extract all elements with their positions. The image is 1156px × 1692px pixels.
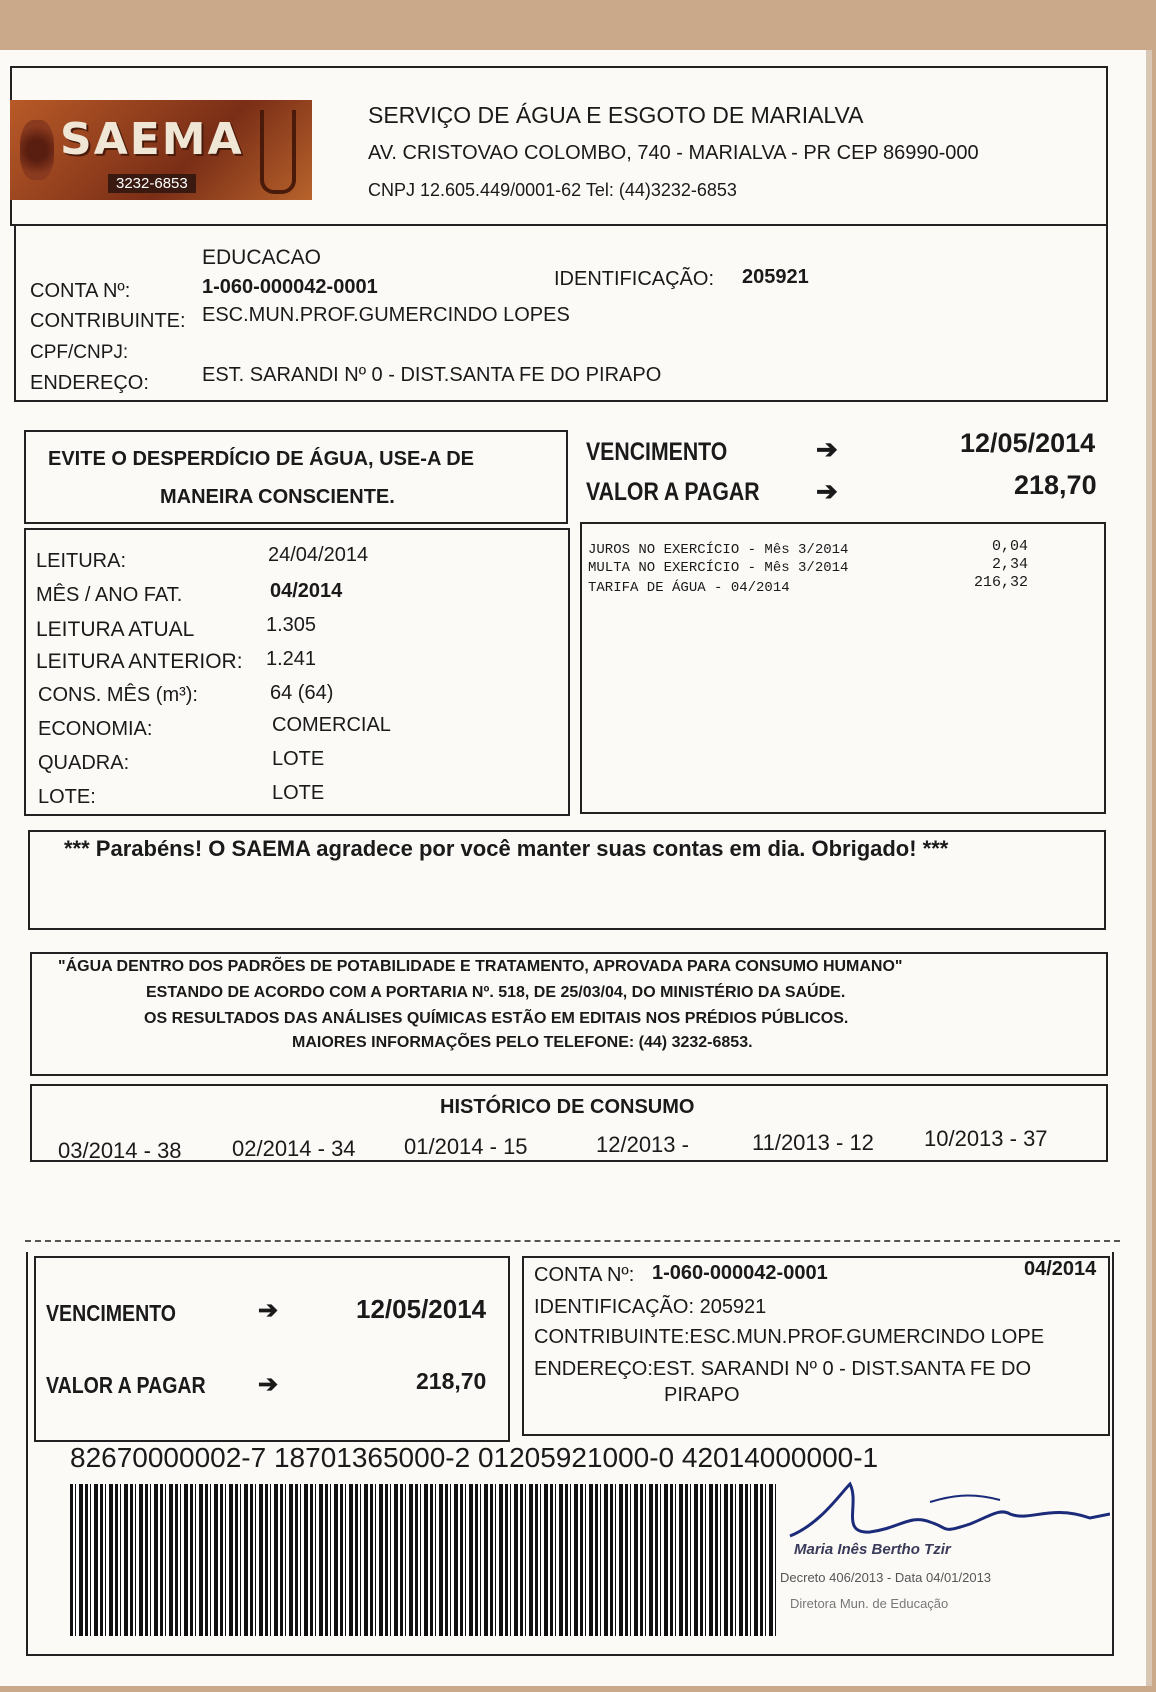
quadra-value: LOTE — [272, 748, 325, 770]
lote-value: LOTE — [272, 782, 325, 804]
cut-line — [25, 1240, 1120, 1242]
company-name: SERVIÇO DE ÁGUA E ESGOTO DE MARIALVA — [368, 102, 864, 128]
history-item: 01/2014 - 15 — [404, 1134, 528, 1159]
economia-value: COMERCIAL — [272, 714, 391, 736]
leitura-label: LEITURA: — [36, 550, 127, 572]
stub-endereco-line2: PIRAPO — [664, 1384, 740, 1406]
valor-label: VALOR A PAGAR — [586, 478, 760, 506]
leitura-value: 24/04/2014 — [268, 544, 369, 566]
company-address: AV. CRISTOVAO COLOMBO, 740 - MARIALVA - PR CEP 86990-000 — [368, 142, 979, 164]
endereco-value: EST. SARANDI Nº 0 - DIST.SANTA FE DO PIRAPO — [202, 364, 662, 386]
logo-wordmark: SAEMA — [60, 114, 244, 165]
vencimento-arrow-icon: ➔ — [816, 434, 838, 464]
valor-value: 218,70 — [1014, 470, 1097, 500]
mes-ano-value: 04/2014 — [270, 580, 343, 602]
consumo-label: CONS. MÊS (m³): — [38, 684, 198, 706]
charge-desc: JUROS NO EXERCÍCIO - Mês 3/2014 — [588, 542, 849, 558]
contribuinte-label: CONTRIBUINTE: — [30, 310, 186, 332]
thanks-message: *** Parabéns! O SAEMA agradece por você manter suas contas em dia. Obrigado! *** — [64, 836, 949, 861]
stub-vencimento-value: 12/05/2014 — [356, 1294, 487, 1324]
company-cnpj: CNPJ 12.605.449/0001-62 Tel: (44)3232-6853 — [368, 180, 737, 200]
stub-vencimento-label: VENCIMENTO — [46, 1300, 176, 1326]
history-item: 02/2014 - 34 — [232, 1136, 356, 1161]
stamp-line3: Diretora Mun. de Educação — [790, 1596, 949, 1611]
vencimento-value: 12/05/2014 — [960, 428, 1096, 458]
leitura-anterior-label: LEITURA ANTERIOR: — [36, 650, 243, 673]
stub-conta-label: CONTA Nº: — [534, 1264, 635, 1286]
cpf-label: CPF/CNPJ: — [30, 342, 129, 363]
quality-line4: MAIORES INFORMAÇÕES PELO TELEFONE: (44) 3232-6853. — [292, 1034, 753, 1051]
history-item: 03/2014 - 38 — [58, 1138, 182, 1163]
identificacao-value: 205921 — [742, 266, 809, 288]
endereco-label: ENDEREÇO: — [30, 372, 149, 394]
wine-glass-icon — [260, 110, 296, 194]
charge-value: 2,34 — [992, 556, 1029, 573]
leitura-atual-value: 1.305 — [266, 614, 317, 636]
stub-conta-value: 1-060-000042-0001 — [652, 1262, 828, 1284]
charge-value: 0,04 — [992, 538, 1029, 555]
contribuinte-value: ESC.MUN.PROF.GUMERCINDO LOPES — [202, 304, 570, 326]
notice-line2: MANEIRA CONSCIENTE. — [160, 486, 395, 508]
consumo-value: 64 (64) — [270, 682, 334, 704]
leitura-anterior-value: 1.241 — [266, 648, 317, 670]
quality-line2: ESTANDO DE ACORDO COM A PORTARIA Nº. 518, DE 25/03/04, DO MINISTÉRIO DA SAÚDE. — [146, 984, 846, 1001]
history-item: 12/2013 - — [596, 1132, 689, 1157]
notice-box — [24, 430, 568, 524]
quality-line1: "ÁGUA DENTRO DOS PADRÕES DE POTABILIDADE E TRATAMENTO, APROVADA PARA CONSUMO HUMANO" — [58, 958, 903, 975]
customer-category: EDUCACAO — [202, 246, 322, 269]
stamp-line2: Decreto 406/2013 - Data 04/01/2013 — [780, 1570, 992, 1585]
economia-label: ECONOMIA: — [38, 718, 153, 740]
stub-periodo: 04/2014 — [1024, 1258, 1097, 1280]
identificacao-label: IDENTIFICAÇÃO: — [554, 268, 715, 290]
stub-valor-label: VALOR A PAGAR — [46, 1372, 206, 1398]
valor-arrow-icon: ➔ — [816, 476, 838, 506]
notice-line1: EVITE O DESPERDÍCIO DE ÁGUA, USE-A DE — [48, 448, 474, 470]
stub-identificacao: IDENTIFICAÇÃO: 205921 — [534, 1296, 767, 1318]
quality-line3: OS RESULTADOS DAS ANÁLISES QUÍMICAS ESTÃO EM EDITAIS NOS PRÉDIOS PÚBLICOS. — [144, 1010, 849, 1027]
saema-logo — [10, 100, 312, 200]
stub-valor-arrow-icon: ➔ — [258, 1371, 279, 1398]
history-title: HISTÓRICO DE CONSUMO — [440, 1096, 695, 1118]
lote-label: LOTE: — [38, 786, 96, 808]
conta-label: CONTA Nº: — [30, 280, 131, 302]
history-item: 10/2013 - 37 — [924, 1126, 1048, 1151]
charge-desc: TARIFA DE ÁGUA - 04/2014 — [588, 580, 790, 596]
outer-frame — [26, 1252, 1114, 1656]
barcode-number: 82670000002-7 18701365000-2 01205921000-0 42014000000-1 — [70, 1442, 879, 1473]
charge-value: 216,32 — [974, 574, 1029, 591]
stub-endereco-line1: ENDEREÇO:EST. SARANDI Nº 0 - DIST.SANTA FE DO — [534, 1358, 1032, 1380]
quadra-label: QUADRA: — [38, 752, 130, 774]
logo-phone: 3232-6853 — [108, 174, 196, 193]
stub-vencimento-arrow-icon: ➔ — [258, 1297, 279, 1324]
mes-ano-label: MÊS / ANO FAT. — [36, 584, 183, 606]
leitura-atual-label: LEITURA ATUAL — [36, 618, 195, 641]
history-item: 11/2013 - 12 — [752, 1130, 874, 1155]
grapes-icon — [20, 120, 54, 180]
charge-desc: MULTA NO EXERCÍCIO - Mês 3/2014 — [588, 560, 849, 576]
vencimento-label: VENCIMENTO — [586, 438, 728, 466]
stub-contribuinte: CONTRIBUINTE:ESC.MUN.PROF.GUMERCINDO LOPE — [534, 1326, 1045, 1348]
stub-valor-value: 218,70 — [416, 1368, 487, 1394]
stamp-line1: Maria Inês Bertho Tzir — [794, 1541, 951, 1558]
conta-value: 1-060-000042-0001 — [202, 276, 378, 298]
